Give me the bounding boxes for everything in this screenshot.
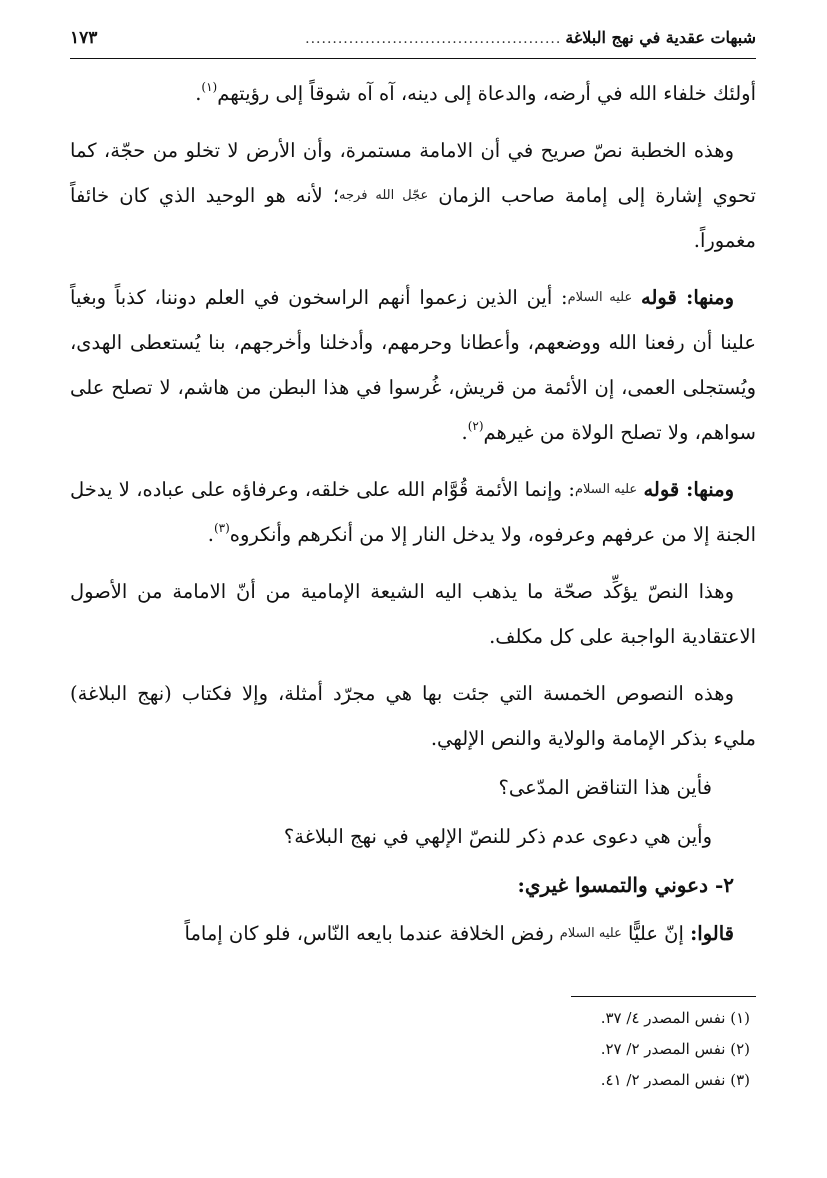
paragraph-1-end: .	[195, 82, 202, 105]
running-title: شبهات عقدية في نهج البلاغة	[565, 28, 756, 47]
paragraph-4-text: : وإنما الأئمة قُوَّام الله على خلقه، وعرفاؤه على عباده، لا يدخل الجنة إلا من عرفهم وعرفوه، ولا يدخل النار إلا من أنكرهم وأنكروه	[70, 478, 756, 546]
paragraph-7-text-b: رفض الخلافة عندما بايعه النّاس، فلو كان إماماً	[184, 922, 554, 945]
book-page	[70, 28, 756, 1096]
paragraph-6: وهذه النصوص الخمسة التي جئت بها هي مجرّد أمثلة، وإلا فكتاب (نهج البلاغة) مليء بذكر الإمامة والولاية والنص الإلهي.	[70, 682, 756, 750]
paragraph-1	[70, 71, 756, 116]
honorific-symbol: عليه السلام	[567, 290, 633, 305]
footnote-2: (٢) نفس المصدر ٢/ ٢٧.	[600, 1040, 750, 1058]
honorific-symbol: عليه السلام	[559, 926, 622, 941]
running-header	[70, 28, 756, 59]
body-text	[70, 71, 756, 956]
paragraph-4-lead: ومنها: قوله	[643, 478, 735, 501]
honorific-symbol: عليه السلام	[574, 482, 638, 497]
paragraph-3-lead: ومنها: قوله	[640, 286, 734, 309]
paragraph-2-text-a: وهذه الخطبة نصّ صريح في أن الامامة مستمرة، وأن الأرض لا تخلو من حجّة، كما تحوي إشارة إلى إمامة صاحب الزمان	[70, 139, 756, 207]
footnotes	[70, 1003, 756, 1096]
footnote-ref-2[interactable]: (٢)	[467, 419, 484, 433]
footnote-ref-3[interactable]: (٣)	[213, 521, 230, 535]
leader-dots: ...............................................	[305, 31, 562, 47]
footnote-ref-1[interactable]: (١)	[201, 80, 218, 94]
paragraph-1-text: أولئك خلفاء الله في أرضه، والدعاة إلى دينه، آه آه شوقاً إلى رؤيتهم	[217, 82, 756, 105]
paragraph-3-text: : أين الذين زعموا أنهم الراسخون في العلم دوننا، كذباً وبغياً علينا أن رفعنا الله ووضعهم، وأعطانا وحرمهم، وأدخلنا وأخرجهم، بنا يُستعطى الهدى، ويُستجلى العمى، إن الأئمة من قريش، غُرسوا في هذا البطن من هاشم، لا تصلح على سواهم، ولا تصلح الولاة من غيرهم	[70, 286, 756, 444]
paragraph-3-end: .	[461, 421, 468, 444]
question-2: وأين هي دعوى عدم ذكر للنصّ الإلهي في نهج البلاغة؟	[283, 825, 712, 848]
paragraph-7-text-a: إنّ عليًّا	[628, 922, 684, 945]
paragraph-2-text-b: ؛ لأنه هو الوحيد الذي كان خائفاً مغموراً.	[70, 184, 756, 252]
paragraph-2	[70, 128, 756, 263]
footnote-separator	[571, 996, 756, 997]
footnote-1: (١) نفس المصدر ٤/ ٣٧.	[600, 1009, 750, 1027]
paragraph-7-lead: قالوا:	[690, 922, 734, 945]
honorific-symbol: عجّل الله فرجه	[339, 188, 429, 203]
question-1: فأين هذا التناقض المدّعى؟	[498, 776, 712, 799]
paragraph-7	[70, 911, 756, 956]
paragraph-4	[70, 467, 756, 557]
paragraph-3	[70, 275, 756, 455]
paragraph-4-end: .	[207, 523, 214, 546]
section-heading: ٢- دعوني والتمسوا غيري:	[517, 873, 734, 897]
footnote-3: (٣) نفس المصدر ٢/ ٤١.	[600, 1071, 750, 1089]
paragraph-5: وهذا النصّ يؤكِّد صحّة ما يذهب اليه الشيعة الإمامية من أنّ الامامة من الأصول الاعتقادية الواجبة على كل مكلف.	[70, 580, 756, 648]
page-number: ١٧٣	[70, 28, 98, 48]
